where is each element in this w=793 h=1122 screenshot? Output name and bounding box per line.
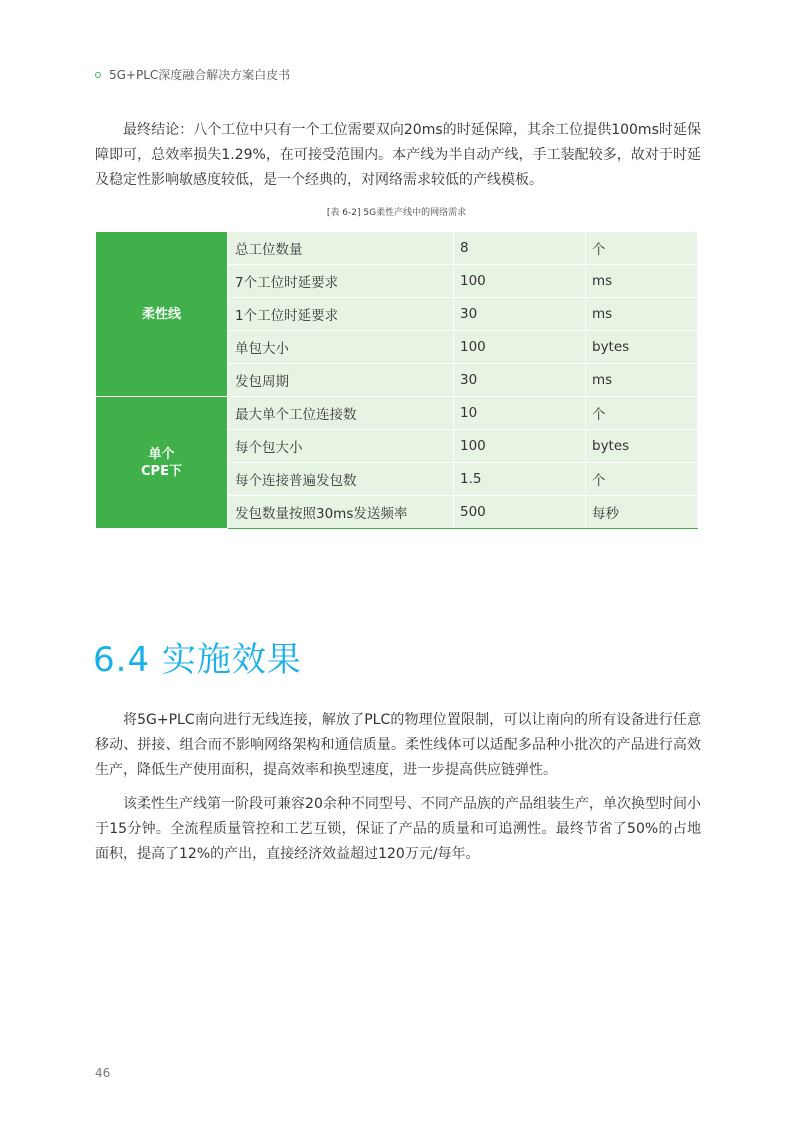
row-item: 每个包大小 xyxy=(228,430,454,463)
row-unit: ms xyxy=(586,265,698,298)
table-row xyxy=(96,232,698,265)
group-label-single-cpe xyxy=(96,397,228,529)
row-item: 发包数量按照30ms发送频率 xyxy=(228,496,454,529)
network-requirements-table xyxy=(95,231,698,529)
running-header xyxy=(95,66,290,83)
row-value: 30 xyxy=(454,298,586,331)
row-value: 100 xyxy=(454,430,586,463)
bullet-circle-icon xyxy=(95,72,101,78)
row-unit: 每秒 xyxy=(586,496,698,529)
row-value: 30 xyxy=(454,364,586,397)
group-label-line2: CPE下 xyxy=(141,463,182,479)
row-item: 每个连接普遍发包数 xyxy=(228,463,454,496)
row-unit: 个 xyxy=(586,232,698,265)
row-value: 500 xyxy=(454,496,586,529)
row-value: 100 xyxy=(454,331,586,364)
effect-paragraph-2: 该柔性生产线第一阶段可兼容20余种不同型号、不同产品族的产品组装生产，单次换型时间小于15分钟。全流程质量管控和工艺互锁，保证了产品的质量和可追溯性。最终节省了50%的占地面积，提高了12%的产出，直接经济效益超过120万元/每年。 xyxy=(95,796,701,862)
row-unit: bytes xyxy=(586,331,698,364)
row-value: 10 xyxy=(454,397,586,430)
row-value: 8 xyxy=(454,232,586,265)
row-item: 发包周期 xyxy=(228,364,454,397)
row-unit: bytes xyxy=(586,430,698,463)
row-item: 1个工位时延要求 xyxy=(228,298,454,331)
row-unit: ms xyxy=(586,298,698,331)
table-row xyxy=(96,397,698,430)
row-item: 最大单个工位连接数 xyxy=(228,397,454,430)
row-value: 100 xyxy=(454,265,586,298)
table-caption: [表 6-2] 5G柔性产线中的网络需求 xyxy=(326,208,467,218)
group-label-flexible-line: 柔性线 xyxy=(96,232,228,397)
header-title: 5G+PLC深度融合解决方案白皮书 xyxy=(109,68,291,82)
group-label-line1: 单个 xyxy=(148,446,175,462)
row-unit: 个 xyxy=(586,397,698,430)
section-title: 6.4 实施效果 xyxy=(93,640,302,680)
row-item: 总工位数量 xyxy=(228,232,454,265)
row-item: 7个工位时延要求 xyxy=(228,265,454,298)
row-value: 1.5 xyxy=(454,463,586,496)
effect-paragraph-1: 将5G+PLC南向进行无线连接，解放了PLC的物理位置限制，可以让南向的所有设备进行任意移动、拼接、组合而不影响网络架构和通信质量。柔性线体可以适配多品种小批次的产品进行高效生产，降低生产使用面积，提高效率和换型速度，进一步提高供应链弹性。 xyxy=(95,712,701,778)
row-unit: ms xyxy=(586,364,698,397)
page-number: 46 xyxy=(95,1066,111,1080)
row-unit: 个 xyxy=(586,463,698,496)
conclusion-paragraph: 最终结论：八个工位中只有一个工位需要双向20ms的时延保障，其余工位提供100ms时延保障即可，总效率损失1.29%，在可接受范围内。本产线为半自动产线，手工装配较多，故对于时延及稳定性影响敏感度较低，是一个经典的，对网络需求较低的产线模板。 xyxy=(95,122,701,188)
row-item: 单包大小 xyxy=(228,331,454,364)
